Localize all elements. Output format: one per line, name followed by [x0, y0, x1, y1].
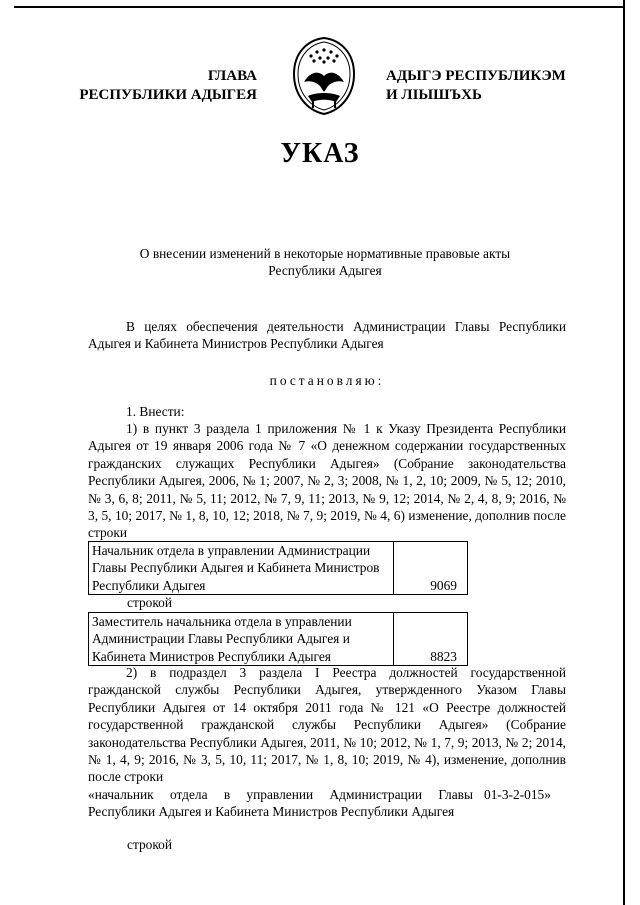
header-left-line2: РЕСПУБЛИКИ АДЫГЕЯ: [79, 87, 257, 103]
register-row-text: «начальник отдела в управлении Администрации Главы Республики Адыгея и Кабинета Министров Республики Адыгея: [88, 787, 473, 820]
subject-line1: О внесении изменений в некоторые нормативные правовые акты: [139, 246, 511, 261]
header-right-line2: И ЛІЫШЪХЬ: [386, 87, 482, 103]
table-cell-position: Заместитель начальника отдела в управлении Администрации Главы Республики Адыгея и Кабинета Министров Республики Адыгея: [89, 613, 394, 666]
subitem-2: 2) в подраздел 3 раздела I Реестра должностей государственной гражданской службы Республики Адыгея, утвержденного Указом Главы Республики Адыгея от 14 октября 2011 года № 121 «О Реестре должностей государственной гражданской службы Республики Адыгея» (Собрание законодательства Республики Адыгея, 2011, № 10; 2012, № 1, 7, 9; 2013, № 2; 2014, № 1, 4, 9; 2016, № 3, 5, 10, 11; 2017, № 1, 8, 10; 2019, № 4), изменение, дополнив после строки: [88, 665, 566, 785]
table-cell-value: 8823: [394, 613, 468, 666]
table-position-1: [88, 541, 468, 595]
subject-line2: Республики Адыгея: [268, 263, 382, 279]
scan-border-top: [14, 6, 624, 8]
table-row: [89, 542, 468, 595]
subitem-1: 1) в пункт 3 раздела 1 приложения № 1 к Указу Президента Республики Адыгея от 19 января 2006 года № 7 «О денежном содержании государственных гражданских служащих Республики Адыгея» (Собрание законодательства Республики Адыгея, 2006, № 1; 2007, № 2, 3; 2008, № 1, 2, 10; 2009, № 5, 12; 2010, № 3, 6, 8; 2011, № 5, 11; 2012, № 7, 9, 11; 2013, № 9, 12; 2014, № 2, 4, 8, 9; 2016, № 3, 5, 10; 2017, № 1, 8, 10, 12; 2018, № 7, 9; 2019, № 4, 6) изменение, дополнив после строки: [88, 421, 566, 541]
stroka-1: строкой: [127, 595, 173, 610]
item-1: 1. Внести:: [126, 404, 185, 419]
scan-border-right: [623, 0, 625, 905]
coat-of-arms-icon: [290, 36, 358, 116]
header-left-line1: ГЛАВА: [207, 68, 257, 84]
table-cell-position: Начальник отдела в управлении Администрации Главы Республики Адыгея и Кабинета Министров Республики Адыгея: [89, 542, 394, 595]
subject: [80, 245, 570, 280]
header-right: [386, 67, 566, 105]
document-title: УКАЗ: [280, 138, 360, 169]
preamble: В целях обеспечения деятельности Администрации Главы Республики Адыгея и Кабинета Министров Республики Адыгея: [88, 319, 566, 352]
header-left: [72, 67, 257, 105]
table-row: [89, 613, 468, 666]
header-right-line1: АДЫГЭ РЕСПУБЛИКЭМ: [386, 68, 566, 84]
decree-word: постановляю:: [269, 373, 385, 388]
table-cell-value: 9069: [394, 542, 468, 595]
stroka-2: строкой: [127, 837, 173, 852]
register-row-code: 01-3-2-015»: [484, 787, 551, 802]
table-position-2: [88, 612, 468, 666]
